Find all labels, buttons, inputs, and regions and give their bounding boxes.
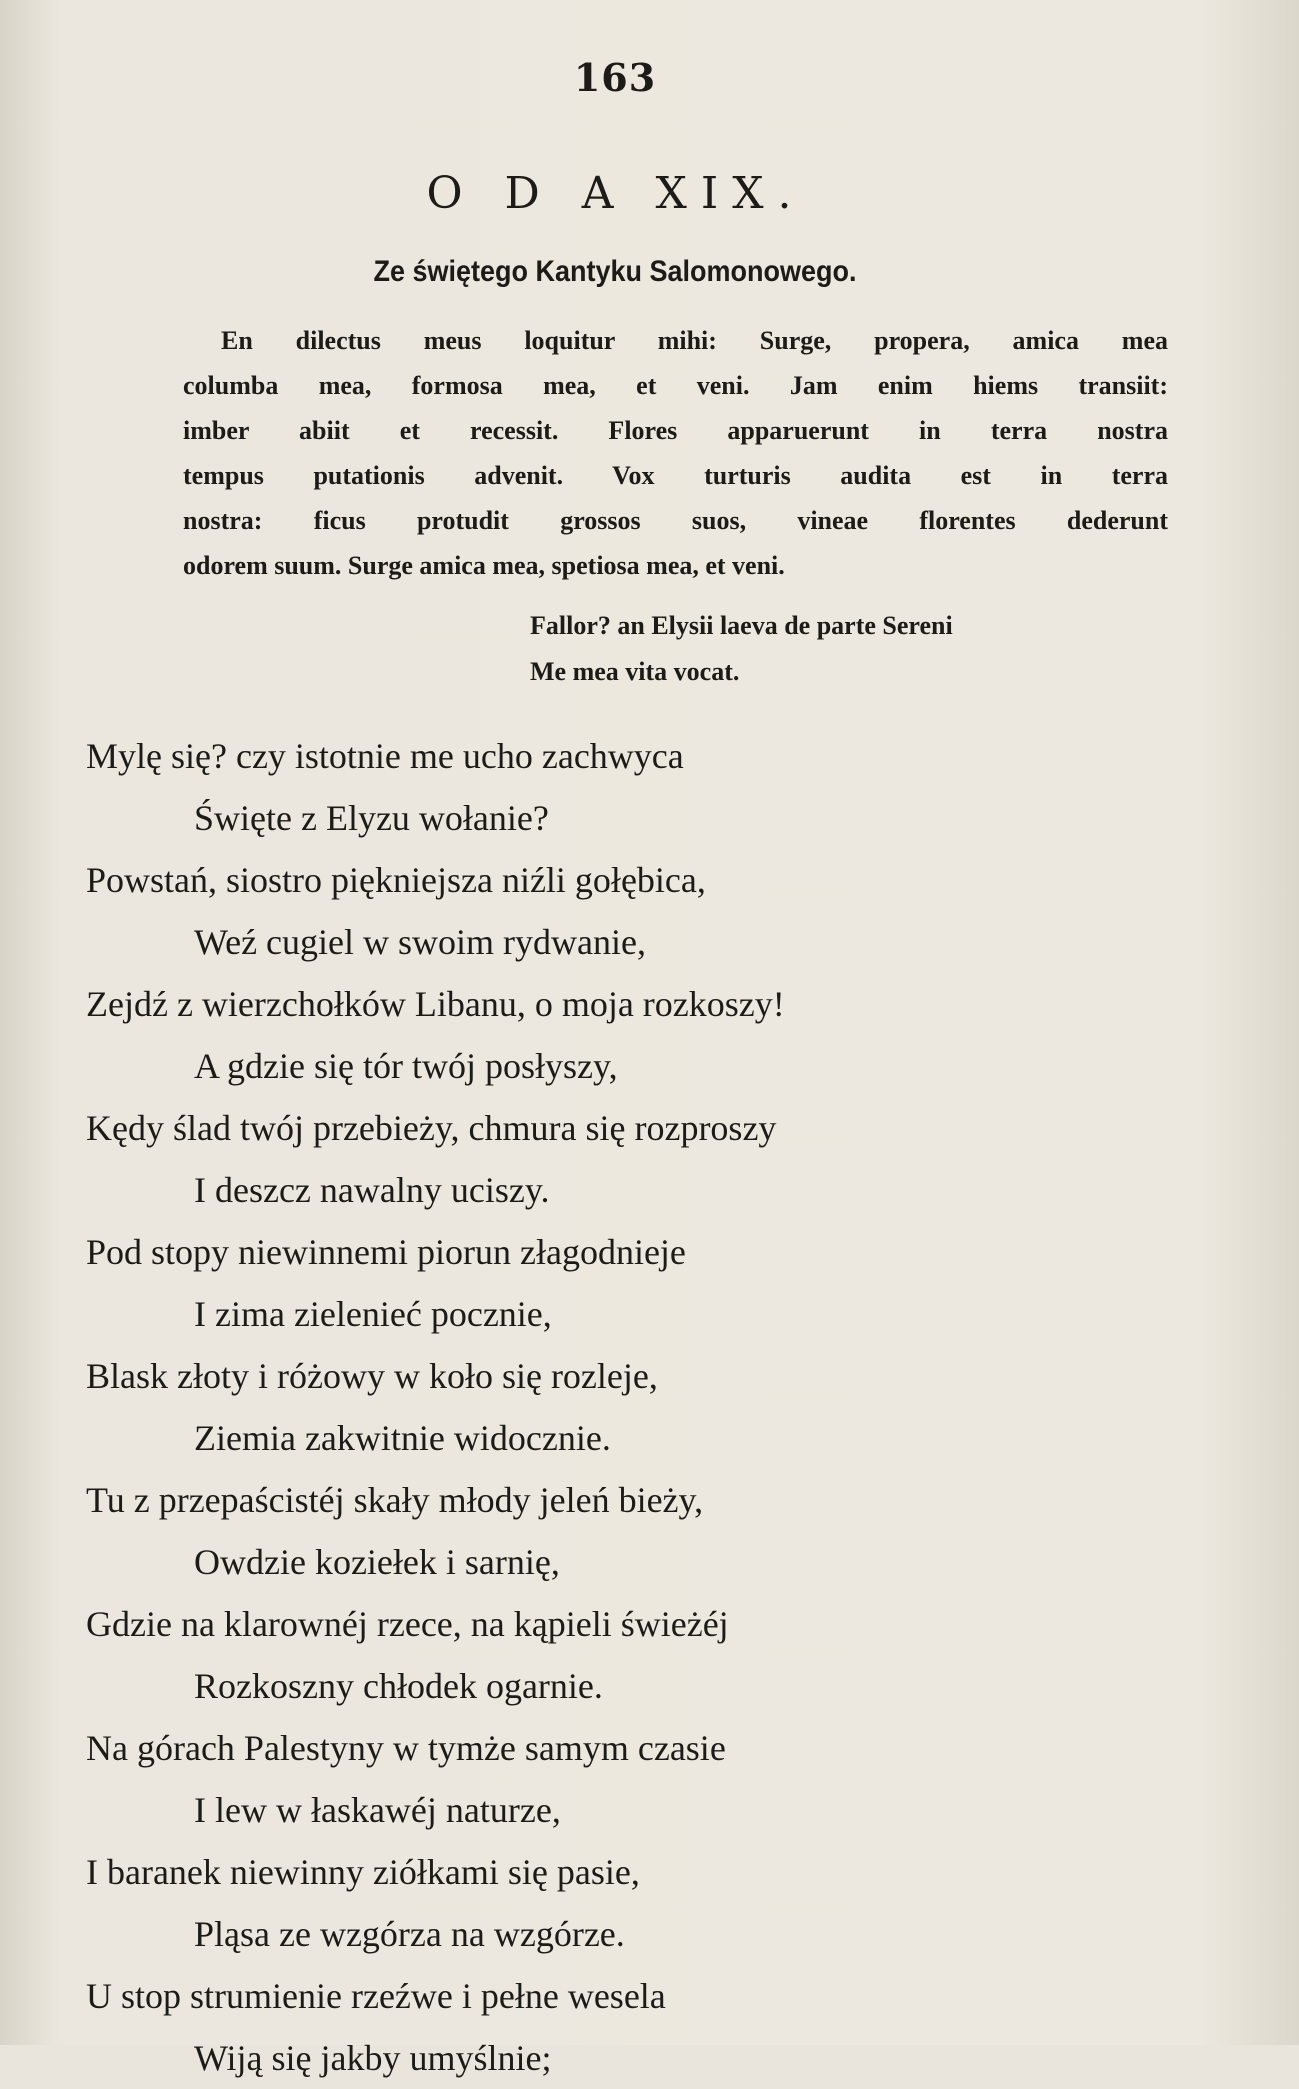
poem-verse: Powstań, siostro piękniejsza niźli gołębica, xyxy=(86,860,706,900)
poem-verse: Ziemia zakwitnie widocznie. xyxy=(194,1418,611,1458)
poem-verse: Blask złoty i różowy w koło się rozleje, xyxy=(86,1356,658,1396)
poem-verse: Święte z Elyzu wołanie? xyxy=(194,798,549,838)
poem-verse: Pląsa ze wzgórza na wzgórze. xyxy=(194,1914,625,1954)
poem-verse: A gdzie się tór twój posłyszy, xyxy=(194,1046,618,1086)
latin-epigraph xyxy=(183,318,1168,588)
poem-verse: Weź cugiel w swoim rydwanie, xyxy=(194,922,646,962)
motto-line: Me mea vita vocat. xyxy=(530,657,740,686)
poem-verse: Kędy ślad twój przebieży, chmura się rozproszy xyxy=(86,1108,777,1148)
ode-title: O D A XIX. xyxy=(426,168,806,219)
poem-verse: Owdzie koziełek i sarnię, xyxy=(194,1542,560,1582)
latin-epigraph-line: imber abiit et recessit. Flores apparuerunt in terra nostra xyxy=(183,416,1168,445)
poem-verse: I zima zielenieć pocznie, xyxy=(194,1294,552,1334)
poem-verse: I lew w łaskawéj naturze, xyxy=(194,1790,561,1830)
poem-verse: U stop strumienie rzeźwe i pełne wesela xyxy=(86,1976,666,2016)
poem xyxy=(86,725,1236,2089)
poem-verse: I baranek niewinny ziółkami się pasie, xyxy=(86,1852,640,1892)
poem-verse: Gdzie na klarownéj rzece, na kąpieli świeżéj xyxy=(86,1604,729,1644)
latin-epigraph-line: En dilectus meus loquitur mihi: Surge, propera, amica mea xyxy=(221,326,1168,355)
latin-epigraph-line: odorem suum. Surge amica mea, spetiosa mea, et veni. xyxy=(183,551,785,580)
motto-line: Fallor? an Elysii laeva de parte Sereni xyxy=(530,611,953,640)
latin-epigraph-line: tempus putationis advenit. Vox turturis audita est in terra xyxy=(183,461,1168,490)
poem-verse: Pod stopy niewinnemi piorun złagodnieje xyxy=(86,1232,686,1272)
page-number: 163 xyxy=(573,55,657,100)
ode-subtitle: Ze świętego Kantyku Salomonowego. xyxy=(373,255,857,288)
poem-verse: Zejdź z wierzchołków Libanu, o moja rozkoszy! xyxy=(86,984,785,1024)
poem-verse: Na górach Palestyny w tymże samym czasie xyxy=(86,1728,726,1768)
poem-verse: Rozkoszny chłodek ogarnie. xyxy=(194,1666,603,1706)
latin-epigraph-line: nostra: ficus protudit grossos suos, vineae florentes dederunt xyxy=(183,506,1168,535)
poem-verse: Tu z przepaścistéj skały młody jeleń bieży, xyxy=(86,1480,704,1520)
poem-verse: Wiją się jakby umyślnie; xyxy=(194,2038,552,2078)
poem-verse: Mylę się? czy istotnie me ucho zachwyca xyxy=(86,736,684,776)
poem-verse: I deszcz nawalny uciszy. xyxy=(194,1170,550,1210)
latin-epigraph-line: columba mea, formosa mea, et veni. Jam enim hiems transiit: xyxy=(183,371,1168,400)
motto xyxy=(530,603,953,695)
